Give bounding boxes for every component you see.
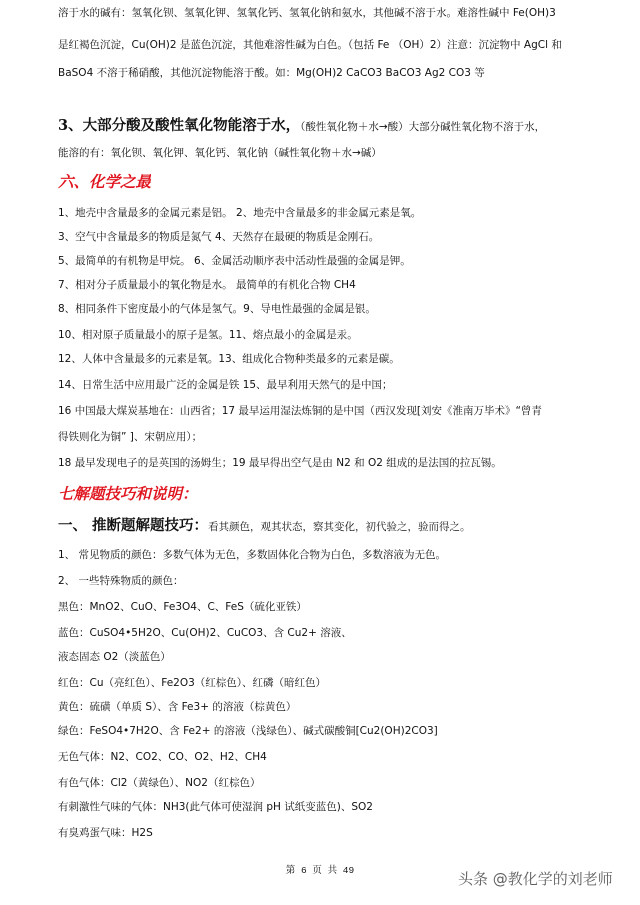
text-line-fact-14-15: 14、日常生活中应用最广泛的金属是铁 15、最早利用天然气的是中国； — [58, 379, 393, 391]
heading-acid-oxides-rest: （酸性氧化物＋水→酸）大部分碱性氧化物不溶于水， — [300, 121, 546, 133]
text-line-soluble-oxides: 能溶的有：氧化钡、氧化钾、氧化钙、氧化钠（碱性氧化物＋水→碱） — [58, 147, 382, 159]
text-line-acid-insoluble: BaSO4 不溶于稀硝酸，其他沉淀物能溶于酸。如：Mg(OH)2 CaCO3 BaCO3 Ag2 CO3 等 — [58, 67, 485, 79]
text-line-colorless-gases: 无色气体：N2、CO2、CO、O2、H2、CH4 — [58, 751, 267, 763]
heading-inference-tips-rest: 看其颜色，观其状态，察其变化，初代验之，验而得之。 — [208, 521, 471, 533]
text-line-fact-12-13: 12、人体中含量最多的元素是氧。13、组成化合物种类最多的元素是碳。 — [58, 353, 400, 365]
text-line-fact-8-9: 8、相同条件下密度最小的气体是氢气。9、导电性最强的金属是银。 — [58, 303, 376, 315]
text-line-fact-7: 7、相对分子质量最小的氧化物是水。 最简单的有机化合物 CH4 — [58, 279, 356, 291]
text-line-yellow: 黄色：硫磺（单质 S）、含 Fe3+ 的溶液（棕黄色） — [58, 701, 297, 713]
text-line-precipitate-colors: 是红褐色沉淀，Cu(OH)2 是蓝色沉淀，其他难溶性碱为白色。（包括 Fe （OH）2）注意：沉淀物中 AgCl 和 — [58, 39, 562, 51]
section-title-problem-solving: 七解题技巧和说明： — [58, 484, 198, 503]
text-line-rotten-egg: 有臭鸡蛋气味：H2S — [58, 827, 153, 839]
heading-inference-tips-bold: 一、 推断题解题技巧： — [58, 517, 209, 534]
heading-acid-oxides-bold: 3、大部分酸及酸性氧化物能溶于水， — [58, 117, 301, 134]
text-line-blue-cont: 液态固态 O2（淡蓝色） — [58, 651, 171, 663]
heading-acid-oxides — [58, 116, 545, 136]
text-line-colored-gases: 有色气体：Cl2（黄绿色）、NO2（红棕色） — [58, 777, 261, 789]
text-line-fact-10-11: 10、相对原子质量最小的原子是氢。11、熔点最小的金属是汞。 — [58, 329, 358, 341]
text-line-fact-18-19: 18 最早发现电子的是英国的汤姆生；19 最早得出空气是由 N2 和 O2 组成的是法国的拉瓦锡。 — [58, 457, 502, 469]
text-line-soluble-bases: 溶于水的碱有：氢氧化钡、氢氧化钾、氢氧化钙、氢氧化钠和氨水，其他碱不溶于水。难溶性碱中 Fe(OH)3 — [58, 7, 556, 19]
page-number-footer: 第 6 页 共 49 — [285, 865, 355, 876]
text-line-red: 红色：Cu（亮红色）、Fe2O3（红棕色）、红磷（暗红色） — [58, 677, 327, 689]
text-line-fact-16-17: 16 中国最大煤炭基地在：山西省；17 最早运用湿法炼铜的是中国（西汉发现[刘安《淮南万毕术》“曾青 — [58, 405, 542, 417]
text-line-common-colors: 1、 常见物质的颜色：多数气体为无色，多数固体化合物为白色，多数溶液为无色。 — [58, 549, 447, 561]
heading-inference-tips — [58, 516, 471, 536]
text-line-special-colors: 2、 一些特殊物质的颜色： — [58, 575, 184, 587]
text-line-pungent-gases: 有刺激性气味的气体：NH3(此气体可使湿润 pH 试纸变蓝色)、SO2 — [58, 801, 373, 813]
text-line-fact-5-6: 5、最简单的有机物是甲烷。 6、金属活动顺序表中活动性最强的金属是钾。 — [58, 255, 411, 267]
text-line-fact-17-cont: 得铁则化为铜” ]、宋朝应用）； — [58, 431, 203, 443]
text-line-blue: 蓝色：CuSO4•5H2O、Cu(OH)2、CuCO3、含 Cu2+ 溶液、 — [58, 627, 352, 639]
section-title-chemistry-superlatives: 六、化学之最 — [58, 172, 152, 191]
text-line-black: 黑色：MnO2、CuO、Fe3O4、C、FeS（硫化亚铁） — [58, 601, 307, 613]
text-line-fact-3-4: 3、空气中含量最多的物质是氮气 4、天然存在最硬的物质是金刚石。 — [58, 231, 380, 243]
text-line-fact-1-2: 1、地壳中含量最多的金属元素是铝。 2、地壳中含量最多的非金属元素是氧。 — [58, 207, 422, 219]
text-line-green: 绿色：FeSO4•7H2O、含 Fe2+ 的溶液（浅绿色）、碱式碳酸铜[Cu2(OH)2CO3] — [58, 725, 438, 737]
watermark: 头条 @教化学的刘老师 — [458, 870, 613, 888]
